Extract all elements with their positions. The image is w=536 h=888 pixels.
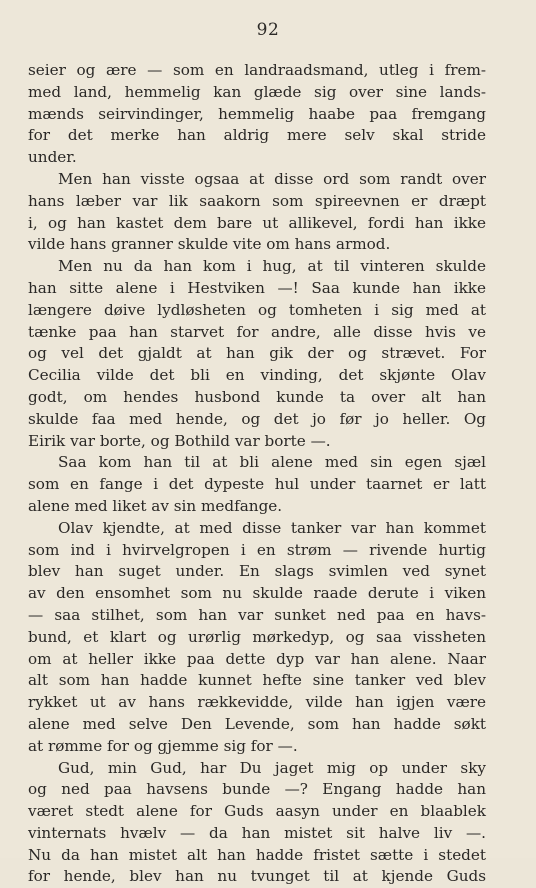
text-line: været stedt alene for Guds aasyn under en blaablek [28, 802, 486, 821]
text-line: — saa stilhet, som han var sunket ned paa en havs- [28, 605, 486, 624]
text-line: Eirik var borte, og Bothild var borte —. [28, 431, 331, 450]
text-line: som ind i hvirvelgropen i en strøm — rivende hurtig [28, 540, 486, 559]
text-line: seier og ære — som en landraadsmand, utleg i frem- [28, 61, 486, 79]
text-line: alene med liket av sin medfange. [28, 496, 283, 515]
text-line: i, og han kastet dem bare ut allikevel, fordi han ikke [28, 213, 486, 232]
text-line: Men han visste ogsaa at disse ord som randt over [58, 169, 486, 188]
text-line: Men nu da han kom i hug, at til vinteren skulde [58, 257, 486, 276]
text-line: for det merke han aldrig mere selv skal stride [28, 126, 486, 145]
text-line: godt, om hendes husbond kunde ta over alt han [28, 387, 486, 406]
text-line: som en fange i det dypeste hul under taarnet er latt [28, 475, 486, 494]
text-line: bund, et klart og urørlig mørkedyp, og saa vissheten [28, 627, 486, 646]
text-line: Cecilia vilde det bli en vinding, det skjønte Olav [28, 366, 486, 385]
text-line: Olav kjendte, at med disse tanker var han kommet [58, 518, 486, 537]
text-line: længere døive lydløsheten og tomheten i sig med at [28, 300, 486, 319]
body-text [28, 60, 486, 888]
text-line: Gud, min Gud, har Du jaget mig op under sky [58, 758, 486, 777]
text-line: alt som han hadde kunnet hefte sine tanker ved blev [28, 671, 486, 690]
text-line: og ned paa havsens bunde —? Engang hadde han [28, 780, 486, 799]
text-line: skulde faa med hende, og det jo før jo heller. Og [28, 409, 486, 428]
text-line: mænds seirvindinger, hemmelig haabe paa fremgang [28, 104, 486, 123]
text-line: og vel det gjaldt at han gik der og strævet. For [28, 344, 486, 363]
text-line: om at heller ikke paa dette dyp var han alene. Naar [28, 649, 486, 668]
text-line: tænke paa han starvet for andre, alle disse hvis ve [28, 322, 486, 341]
text-line: vilde hans granner skulde vite om hans armod. [28, 235, 391, 254]
text-line: med land, hemmelig kan glæde sig over sine lands- [28, 82, 486, 101]
text-line: Saa kom han til at bli alene med sin egen sjæl [58, 453, 486, 472]
text-line: blev han suget under. En slags svimlen ved synet [28, 562, 486, 581]
text-line: hans læber var lik saakorn som spireevnen er dræpt [28, 191, 486, 210]
text-line: rykket ut av hans rækkevidde, vilde han igjen være [28, 693, 486, 712]
text-line: at rømme for og gjemme sig for —. [28, 736, 298, 755]
text-line: Nu da han mistet alt han hadde fristet sætte i stedet [28, 845, 486, 864]
text-line: alene med selve Den Levende, som han hadde søkt [28, 714, 486, 733]
page-number: 92 [256, 20, 280, 40]
text-line: av den ensomhet som nu skulde raade derute i viken [28, 584, 486, 603]
text-line: under. [28, 148, 77, 167]
text-line: han sitte alene i Hestviken —! Saa kunde han ikke [28, 278, 486, 297]
text-line: for hende, blev han nu tvunget til at kjende Guds [28, 867, 486, 886]
text-line: vinternats hvælv — da han mistet sit halve liv —. [28, 823, 486, 842]
